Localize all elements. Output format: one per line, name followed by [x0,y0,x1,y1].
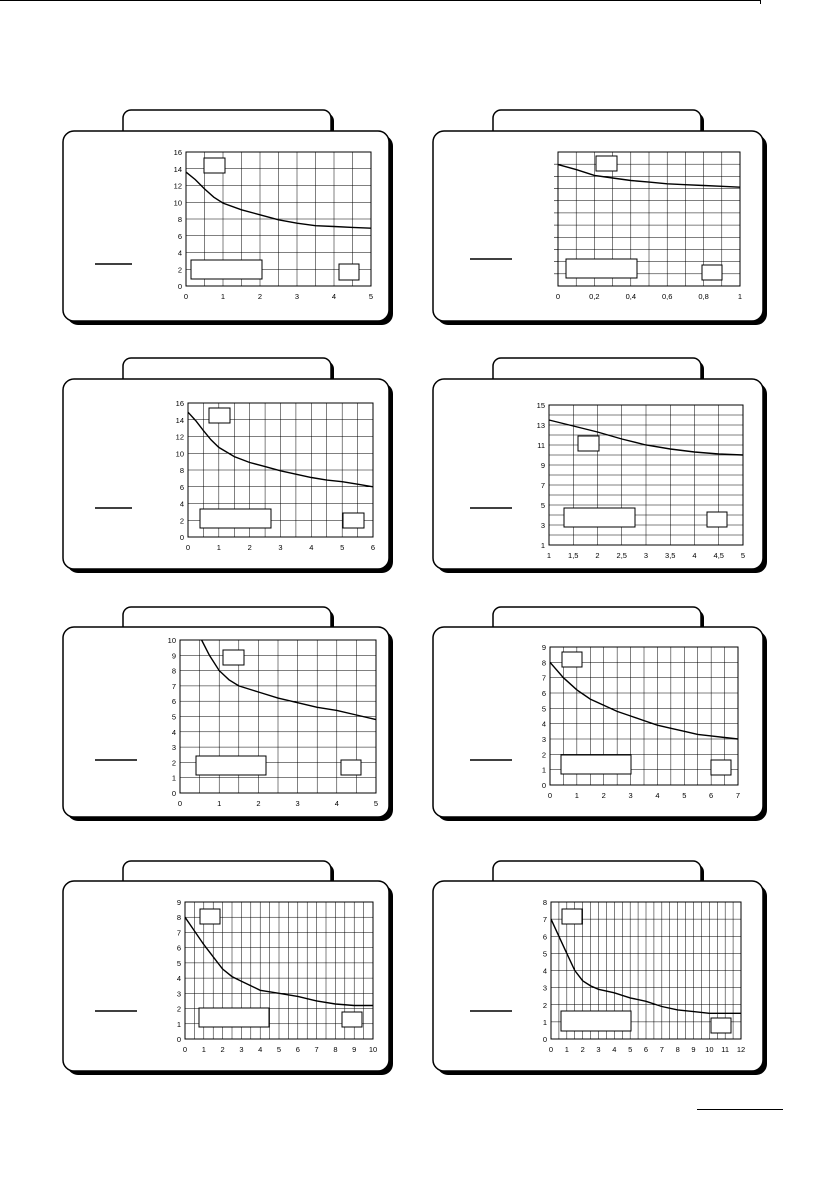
x-tick-label: 9 [691,1045,696,1054]
y-tick-label: 7 [176,928,181,938]
x-tick-label: 3 [643,551,649,560]
x-tick-label: 1 [220,292,226,301]
x-tick-label: 1 [737,292,743,301]
chart-panel-5 [63,607,393,821]
panel-frame [63,131,389,321]
legend-box [564,508,635,527]
x-tick-label: 2,5 [616,551,627,560]
panel-frame [63,881,389,1071]
x-tick-label: 7 [659,1045,664,1054]
x-tick-label: 5 [340,543,345,552]
y-tick-label: 3 [176,989,181,999]
x-tick-label: 6 [643,1045,649,1054]
x-tick-label: 12 [736,1045,746,1054]
panel-frame [433,881,763,1071]
y-tick-label: 0 [179,533,184,542]
label-box [204,158,225,173]
y-tick-label: 2 [177,265,182,275]
y-tick-label: 6 [542,932,547,942]
chart-panel-2 [433,110,767,325]
y-tick-label: 6 [179,482,184,492]
label-box [223,650,244,665]
label-box [200,909,220,924]
x-tick-label: 3 [294,292,300,301]
x-tick-label: 4 [334,799,339,808]
y-tick-label: 16 [173,148,182,157]
legend-box [199,1008,269,1027]
chart-panel-8 [433,861,767,1075]
y-tick-label: 3 [171,743,176,753]
x-tick-label: 0 [182,1045,188,1054]
x-tick-label: 4 [258,1045,263,1054]
y-tick-label: 4 [176,974,181,984]
label-box [711,1018,731,1033]
y-tick-label: 13 [536,421,545,430]
label-box [562,909,582,924]
y-tick-label: 8 [176,913,181,923]
chart-panel-4 [433,358,767,573]
x-tick-label: 11 [721,1045,730,1054]
label-box [711,760,731,775]
legend-box [566,259,637,278]
chart-panel-3 [63,358,393,573]
x-tick-label: 3,5 [665,551,676,560]
y-tick-label: 5 [542,949,547,959]
y-tick-label: 4 [171,727,176,737]
y-tick-label: 5 [541,704,546,714]
x-tick-label: 5 [682,791,687,800]
x-tick-label: 5 [368,292,374,301]
x-tick-label: 2 [257,292,263,301]
x-tick-label: 7 [735,791,741,800]
x-tick-label: 0 [177,799,183,808]
y-tick-label: 15 [536,401,545,410]
panel-frame [433,379,763,569]
x-tick-label: 3 [596,1045,601,1054]
x-tick-label: 2 [247,543,252,552]
y-tick-label: 6 [541,689,546,698]
x-tick-label: 1 [546,551,552,560]
x-tick-label: 3 [278,543,283,552]
label-box [339,264,359,280]
y-tick-label: 12 [175,432,184,442]
y-tick-label: 2 [176,1004,181,1014]
panel-frame [433,627,763,817]
y-tick-label: 3 [542,983,547,993]
x-tick-label: 5 [628,1045,633,1054]
y-tick-label: 0 [177,282,182,291]
y-tick-label: 10 [173,198,182,208]
x-tick-label: 2 [601,791,606,800]
x-tick-label: 4,5 [713,551,724,560]
x-tick-label: 2 [580,1045,585,1054]
y-tick-label: 2 [542,1000,547,1010]
x-tick-label: 0 [548,1045,554,1054]
y-tick-label: 5 [540,501,545,510]
y-tick-label: 4 [541,719,546,729]
y-tick-label: 16 [175,399,184,408]
label-box [702,265,722,280]
y-tick-label: 9 [541,643,546,652]
legend-box [196,756,266,775]
y-tick-label: 6 [171,697,176,707]
y-tick-label: 8 [179,466,184,475]
x-tick-label: 1 [564,1045,569,1054]
legend-box [561,755,631,774]
y-tick-label: 9 [540,461,545,470]
label-box [596,156,617,171]
x-tick-label: 5 [373,799,379,808]
x-tick-label: 5 [276,1045,282,1054]
y-tick-label: 0 [542,1035,547,1044]
x-tick-label: 4 [655,791,660,800]
x-tick-label: 2 [256,799,261,808]
y-tick-label: 9 [176,898,181,907]
y-tick-label: 4 [179,499,184,509]
x-tick-label: 0,2 [589,292,600,301]
x-tick-label: 6 [370,543,376,552]
label-box [343,513,364,528]
y-tick-label: 5 [171,712,176,722]
y-tick-label: 4 [542,966,547,976]
y-tick-label: 1 [540,541,545,550]
y-tick-label: 3 [541,735,546,744]
x-tick-label: 1 [216,543,221,552]
label-box [578,436,599,451]
x-tick-label: 7 [314,1045,319,1054]
y-tick-label: 14 [173,164,182,174]
x-tick-label: 4 [331,292,337,301]
y-tick-label: 1 [542,1017,547,1027]
y-tick-label: 7 [541,673,546,683]
x-tick-label: 0 [183,292,189,301]
x-tick-label: 3 [295,799,300,808]
label-box [209,408,230,423]
y-tick-label: 0 [171,789,176,798]
x-tick-label: 2 [220,1045,225,1054]
y-tick-label: 6 [177,231,182,241]
y-tick-label: 6 [176,943,181,953]
x-tick-label: 8 [675,1045,680,1054]
x-tick-label: 2 [595,551,600,560]
y-tick-label: 7 [540,481,545,490]
y-tick-label: 8 [171,666,176,676]
label-box [562,652,582,667]
x-tick-label: 10 [705,1045,714,1054]
y-tick-label: 0 [176,1035,181,1044]
y-tick-label: 2 [179,516,184,526]
y-tick-label: 14 [175,415,184,425]
y-tick-label: 3 [540,521,545,530]
y-tick-label: 0 [541,781,546,790]
y-tick-label: 7 [542,915,547,925]
y-tick-label: 10 [175,449,184,459]
legend-box [561,1011,631,1031]
x-tick-label: 6 [295,1045,300,1054]
y-tick-label: 1 [176,1019,181,1029]
x-tick-label: 0,4 [625,292,637,301]
y-tick-label: 4 [177,248,182,258]
label-box [342,1012,362,1027]
y-tick-label: 8 [542,898,547,907]
y-tick-label: 9 [171,651,176,661]
label-box [341,760,361,775]
x-tick-label: 0,8 [698,292,709,301]
x-tick-label: 4 [692,551,697,560]
y-tick-label: 11 [537,441,545,450]
x-tick-label: 1 [201,1045,206,1054]
legend-box [191,260,262,279]
y-tick-label: 1 [541,765,546,775]
y-tick-label: 2 [541,750,546,760]
y-tick-label: 7 [171,681,176,691]
x-tick-label: 3 [628,791,633,800]
x-tick-label: 0,6 [661,292,673,301]
y-tick-label: 10 [167,636,176,645]
legend-box [200,509,271,528]
y-tick-label: 8 [177,215,182,224]
y-tick-label: 8 [541,658,546,668]
y-tick-label: 1 [171,773,176,783]
x-tick-label: 3 [239,1045,244,1054]
x-tick-label: 4 [612,1045,617,1054]
x-tick-label: 4 [309,543,314,552]
x-tick-label: 0 [555,292,561,301]
x-tick-label: 9 [352,1045,357,1054]
chart-panel-7 [63,861,393,1075]
x-tick-label: 0 [547,791,553,800]
x-tick-label: 6 [709,791,714,800]
x-tick-label: 8 [333,1045,338,1054]
x-tick-label: 5 [740,551,746,560]
x-tick-label: 1 [217,799,222,808]
chart-panel-6 [433,607,767,821]
chart-panel-1 [63,110,393,325]
x-tick-label: 10 [368,1045,378,1054]
y-tick-label: 5 [176,958,181,968]
x-tick-label: 0 [185,543,191,552]
x-tick-label: 1,5 [568,551,579,560]
label-box [707,512,727,527]
y-tick-label: 12 [173,181,182,191]
y-tick-label: 2 [171,758,176,768]
x-tick-label: 1 [574,791,579,800]
